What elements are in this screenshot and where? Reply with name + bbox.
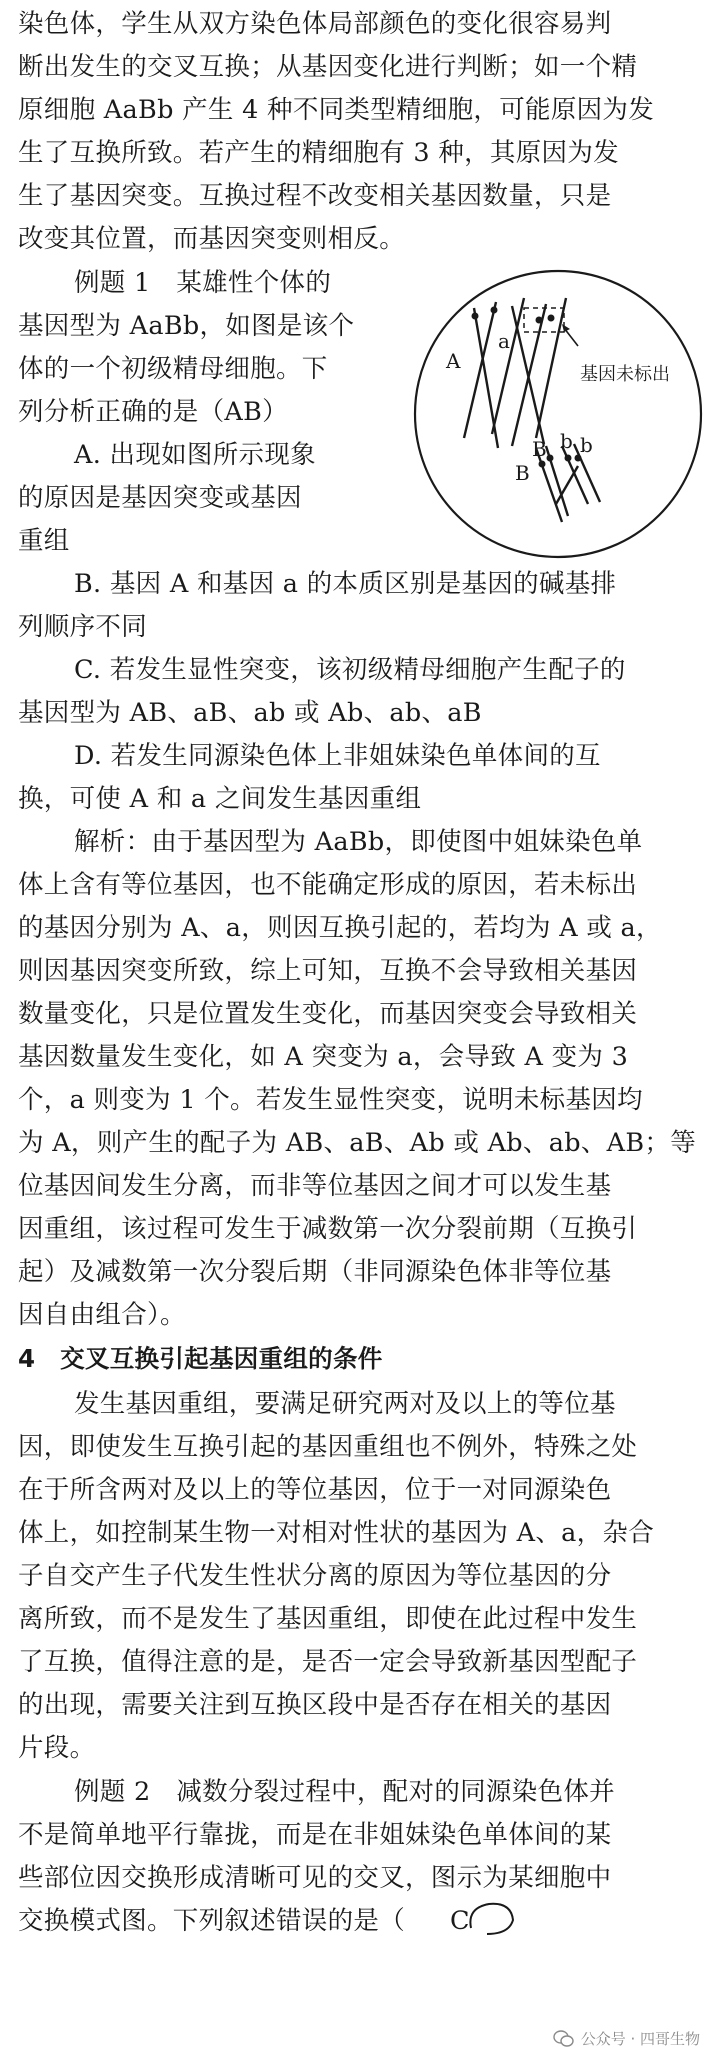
example2-answer: C (450, 1906, 470, 1936)
gene-B-dot (539, 461, 546, 468)
analysis-line: 解析：由于基因型为 AaBb，即使图中姐妹染色单 (74, 827, 643, 857)
analysis-line: 为 A，则产生的配子为 AB、aB、Ab 或 Ab、ab、AB；等 (18, 1128, 696, 1158)
section4-line: 的出现，需要关注到互换区段中是否存在相关的基因 (18, 1690, 612, 1720)
option-a-line: 重组 (18, 526, 70, 556)
section4-line: 发生基因重组，要满足研究两对及以上的等位基 (74, 1389, 616, 1419)
label-a: a (498, 329, 510, 353)
intro-line: 染色体，学生从双方染色体局部颜色的变化很容易判 (18, 9, 612, 39)
example2-line: 不是简单地平行靠拢，而是在非姐妹染色单体间的某 (18, 1820, 612, 1850)
option-a-line: 的原因是基因突变或基因 (18, 483, 302, 513)
analysis-line: 数量变化，只是位置发生变化，而基因突变会导致相关 (18, 999, 638, 1029)
option-d-line: D. 若发生同源染色体上非姐妹染色单体间的互 (74, 741, 601, 771)
watermark (549, 2026, 704, 2051)
section4-line: 了互换，值得注意的是，是否一定会导致新基因型配子 (18, 1647, 638, 1677)
option-c-line: C. 若发生显性突变，该初级精母细胞产生配子的 (74, 655, 626, 685)
analysis-line: 体上含有等位基因，也不能确定形成的原因，若未标出 (18, 870, 638, 900)
wechat-icon (553, 2030, 575, 2048)
option-c-line: 基因型为 AB、aB、ab 或 Ab、ab、aB (18, 698, 482, 728)
analysis-line: 个，a 则变为 1 个。若发生显性突变，说明未标基因均 (18, 1085, 643, 1115)
analysis-line: 起）及减数第一次分裂后期（非同源染色体非等位基 (18, 1257, 612, 1287)
analysis-line: 则因基因突变所致，综上可知，互换不会导致相关基因 (18, 956, 638, 986)
label-A: A (446, 349, 461, 373)
section4-line: 因，即使发生互换引起的基因重组也不例外，特殊之处 (18, 1432, 638, 1462)
intro-line: 生了基因突变。互换过程不改变相关基因数量，只是 (18, 181, 612, 211)
option-a-line: A. 出现如图所示现象 (74, 440, 316, 470)
figure-annotation: 基因未标出 (580, 364, 670, 385)
example1-stem-line: 基因型为 AaBb，如图是该个 (18, 311, 355, 341)
label-b: b (580, 433, 593, 457)
example2-line: 些部位因交换形成清晰可见的交叉，图示为某细胞中 (18, 1863, 612, 1893)
option-b-line: B. 基因 A 和基因 a 的本质区别是基因的碱基排 (74, 569, 617, 599)
option-b-line: 列顺序不同 (18, 612, 148, 642)
section4-line: 子自交产生子代发生性状分离的原因为等位基因的分 (18, 1561, 612, 1591)
example2-line: 例题 2 减数分裂过程中，配对的同源染色体并 (74, 1777, 615, 1807)
watermark-text: 公众号 · 四哥生物 (580, 2030, 700, 2048)
section4-line: 体上，如控制某生物一对相对性状的基因为 A、a，杂合 (18, 1518, 655, 1548)
label-b: b (560, 429, 573, 453)
option-d-line: 换，可使 A 和 a 之间发生基因重组 (18, 784, 422, 814)
section-heading: 4 交叉互换引起基因重组的条件 (18, 1344, 383, 1373)
gene-dot (548, 315, 555, 322)
label-B: B (515, 461, 530, 485)
cell-diagram (412, 268, 704, 560)
analysis-line: 因自由组合）。 (18, 1300, 186, 1330)
intro-line: 生了互换所致。若产生的精细胞有 3 种，其原因为发 (18, 138, 619, 168)
intro-line: 断出发生的交叉互换；从基因变化进行判断；如一个精 (18, 52, 638, 82)
gene-dot (536, 317, 543, 324)
example1-stem-line: 体的一个初级精母细胞。下 (18, 354, 328, 384)
gene-b-dot (565, 455, 572, 462)
gene-B-dot (547, 455, 554, 462)
example1-stem-line: 列分析正确的是（AB） (18, 397, 288, 427)
example2-line: 交换模式图。下列叙述错误的是（ (18, 1906, 406, 1936)
gene-a-dot (491, 307, 498, 314)
example1-stem-line: 例题 1 某雄性个体的 (74, 268, 332, 298)
intro-line: 原细胞 AaBb 产生 4 种不同类型精细胞，可能原因为发 (18, 95, 655, 125)
intro-line: 改变其位置，而基因突变则相反。 (18, 224, 406, 254)
gene-A-dot (472, 313, 479, 320)
analysis-line: 基因数量发生变化，如 A 突变为 a，会导致 A 变为 3 (18, 1042, 629, 1072)
section4-line: 离所致，而不是发生了基因重组，即使在此过程中发生 (18, 1604, 638, 1634)
chromatid (464, 302, 496, 438)
analysis-line: 的基因分别为 A、a，则因互换引起的，若均为 A 或 a， (18, 913, 662, 943)
answer-circle (465, 1900, 517, 1938)
analysis-line: 因重组，该过程可发生于减数第一次分裂前期（互换引 (18, 1214, 638, 1244)
analysis-line: 位基因间发生分离，而非等位基因之间才可以发生基 (18, 1171, 612, 1201)
label-B: B (532, 437, 547, 461)
section4-line: 片段。 (18, 1733, 96, 1763)
section4-line: 在于所含两对及以上的等位基因，位于一对同源染色 (18, 1475, 612, 1505)
